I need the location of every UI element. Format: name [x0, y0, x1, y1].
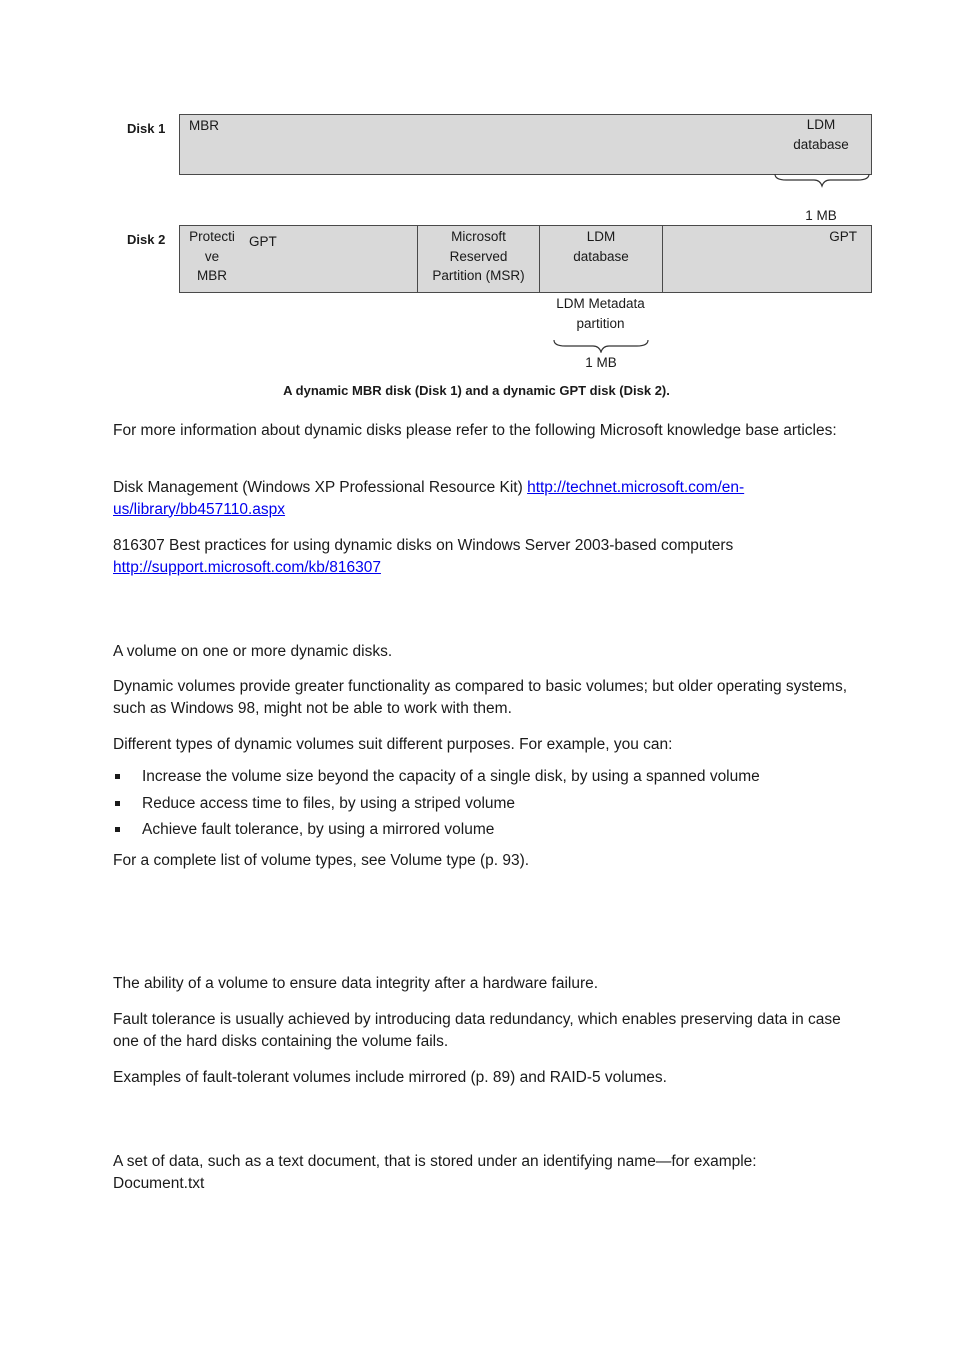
- disk2-msr: Microsoft Reserved Partition (MSR): [417, 226, 539, 292]
- disk2-metadata-brace: [553, 337, 649, 353]
- list-item: Achieve fault tolerance, by using a mirrored volume: [113, 819, 760, 841]
- disk2-size-label: 1 MB: [585, 355, 617, 370]
- disk1-label: Disk 1: [127, 121, 166, 136]
- fault-tolerance-redundancy: Fault tolerance is usually achieved by introducing data redundancy, which enables preserving data in case one of the hard disks containing the volume fails.: [113, 1011, 841, 1050]
- reference-disk-management: [113, 477, 848, 520]
- disk2-protective-mbr: Protecti ve MBR: [189, 229, 235, 283]
- disk2-gpt-right: GPT: [829, 229, 857, 244]
- reference-best-practices-text: 816307 Best practices for using dynamic disks on Windows Server 2003-based computers: [113, 537, 734, 554]
- reference-disk-management-text: Disk Management (Windows XP Professional Resource Kit): [113, 479, 528, 496]
- reference-best-practices: [113, 535, 848, 578]
- dynamic-volume-types-intro: Different types of dynamic volumes suit different purposes. For example, you can:: [113, 736, 673, 753]
- technet-link[interactable]: http://technet.microsoft.com/en-us/library/bb457110.aspx: [113, 479, 745, 518]
- disk1-size-label: 1 MB: [805, 208, 837, 223]
- disk1-ldm-brace: [774, 172, 870, 188]
- dynamic-volume-definition: A volume on one or more dynamic disks.: [113, 643, 393, 660]
- dynamic-volume-bullet-list: [113, 766, 760, 846]
- disk1-ldm-database: LDM database: [793, 117, 849, 152]
- dynamic-volume-functionality: Dynamic volumes provide greater functionality as compared to basic volumes; but older operating systems, such as Windows 98, might not be able to work with them.: [113, 678, 848, 717]
- disk2-gpt-right-cell: [662, 226, 871, 292]
- file-definition: A set of data, such as a text document, that is stored under an identifying name—for example: Document.txt: [113, 1153, 757, 1192]
- disk2-ldm-database: LDM database: [539, 226, 662, 292]
- list-item: Reduce access time to files, by using a striped volume: [113, 793, 760, 815]
- dynamic-disk-info-paragraph: For more information about dynamic disks please refer to the following Microsoft knowledge base articles:: [113, 422, 837, 439]
- bullet-square-icon: [115, 774, 120, 779]
- disk2-label: Disk 2: [127, 232, 166, 247]
- bullet-square-icon: [115, 801, 120, 806]
- list-item: Increase the volume size beyond the capacity of a single disk, by using a spanned volume: [113, 766, 760, 788]
- disk2-ldm-metadata-label: LDM Metadata partition: [556, 296, 645, 331]
- disk1-bar: [179, 114, 872, 175]
- fault-tolerance-definition: The ability of a volume to ensure data integrity after a hardware failure.: [113, 975, 599, 992]
- fault-tolerant-examples: Examples of fault-tolerant volumes include mirrored (p. 89) and RAID-5 volumes.: [113, 1069, 667, 1086]
- disk2-bar: [179, 225, 872, 293]
- diagram-caption: A dynamic MBR disk (Disk 1) and a dynamic GPT disk (Disk 2).: [283, 383, 670, 398]
- support-kb-link[interactable]: http://support.microsoft.com/kb/816307: [113, 558, 381, 576]
- disk2-gpt-left: GPT: [249, 234, 277, 249]
- volume-types-reference: For a complete list of volume types, see Volume type (p. 93).: [113, 852, 530, 869]
- disk1-mbr-label: MBR: [189, 118, 219, 133]
- bullet-square-icon: [115, 827, 120, 832]
